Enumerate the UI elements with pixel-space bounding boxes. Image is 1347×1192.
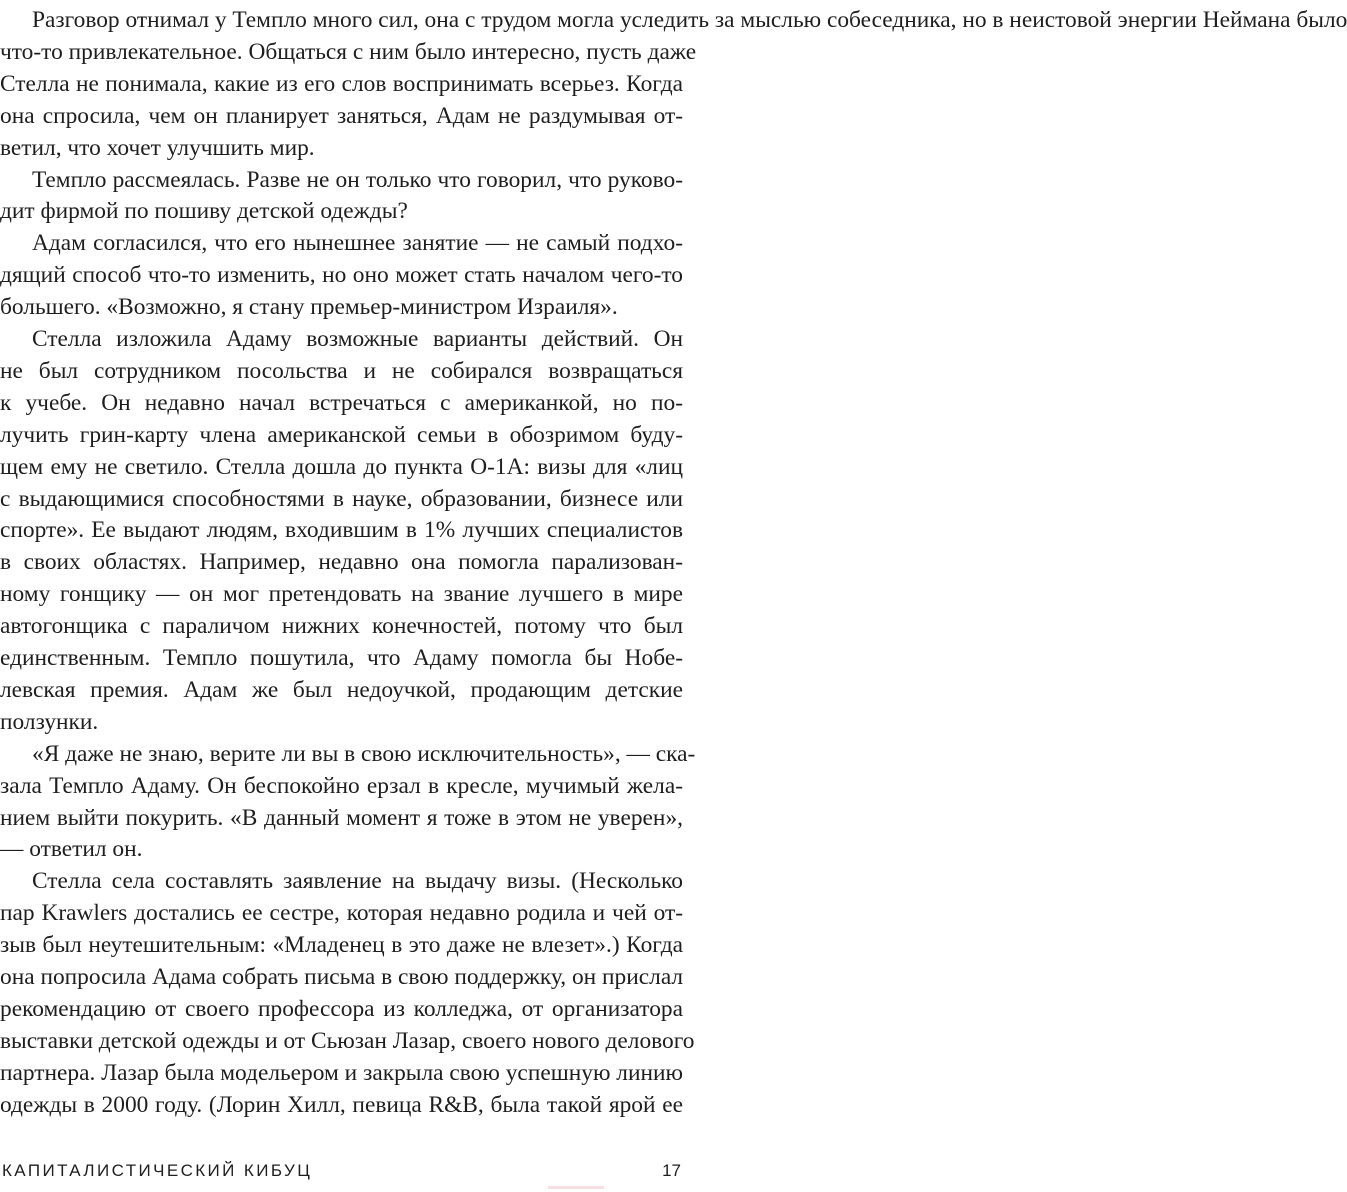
line-text: в своих областях. Например, недавно она помогла парализован-: [0, 549, 683, 576]
line-text: автогонщика с параличом нижних конечностей, потому что был: [0, 613, 683, 640]
text-line: [0, 833, 683, 866]
text-line: [0, 195, 683, 228]
text-line: [0, 993, 683, 1026]
line-text: зыв был неутешительным: «Младенец в это даже не влезет».) Когда: [0, 932, 683, 959]
text-line: [0, 451, 683, 484]
line-text: Адам согласился, что его нынешнее занятие — не самый подхо-: [32, 230, 683, 257]
decorative-mark: [548, 1186, 604, 1189]
line-text: дит фирмой по пошиву детской одежды?: [0, 198, 408, 225]
text-line: [0, 259, 683, 292]
line-text: Разговор отнимал у Темпло много сил, она с трудом могла уследить за мыслью собеседника, но в неистовой энергии Неймана было: [32, 7, 1347, 33]
line-text: лучить грин-карту члена американской семьи в обозримом буду-: [0, 421, 683, 448]
line-text: рекомендацию от своего профессора из колледжа, от организатора: [0, 995, 683, 1022]
text-line: [0, 68, 683, 101]
text-line: [0, 929, 683, 962]
line-text: большего. «Возможно, я стану премьер-министром Израиля».: [0, 294, 618, 321]
text-line: [0, 706, 683, 739]
text-line: [0, 1089, 683, 1122]
text-line: [0, 546, 683, 579]
text-line: [0, 897, 683, 930]
text-line: [0, 738, 696, 771]
text-line: [0, 961, 683, 994]
text-line: [0, 227, 683, 260]
text-line: [0, 323, 683, 356]
line-text: спорте». Ее выдают людям, входившим в 1% лучших специалистов: [0, 517, 683, 544]
line-text: Стелла изложила Адаму возможные варианты действий. Он: [32, 326, 683, 352]
line-text: щем ему не светило. Стелла дошла до пункта О-1А: визы для «лиц: [0, 453, 683, 480]
line-text: к учебе. Он недавно начал встречаться с американкой, но по-: [0, 389, 683, 416]
line-text: единственным. Темпло пошутила, что Адаму помогла бы Нобе-: [0, 645, 683, 671]
line-text: нием выйти покурить. «В данный момент я тоже в этом не уверен»,: [0, 804, 683, 831]
line-text: с выдающимися способностями в науке, образовании, бизнесе или: [0, 485, 683, 512]
text-line: [0, 4, 1347, 37]
text-line: [0, 483, 683, 516]
page-number: 17: [662, 1161, 681, 1180]
text-line: [0, 578, 683, 611]
text-line: [0, 865, 683, 898]
line-text: ному гонщику — он мог претендовать на звание лучшего в мире: [0, 581, 683, 608]
text-line: [0, 674, 683, 707]
text-line: [0, 802, 683, 835]
text-line: [0, 419, 683, 452]
page-footer: [0, 1158, 681, 1184]
text-line: [0, 1025, 695, 1058]
text-line: [0, 1057, 683, 1090]
text-line: [0, 610, 683, 643]
text-line: [0, 387, 683, 420]
text-line: [0, 132, 683, 165]
line-text: Стелла села составлять заявление на выдачу визы. (Несколько: [32, 868, 683, 895]
text-line: [0, 355, 683, 388]
line-text: — ответил он.: [0, 836, 143, 863]
line-text: что-то привлекательное. Общаться с ним было интересно, пусть даже: [0, 38, 697, 65]
line-text: партнера. Лазар была модельером и закрыла свою успешную линию: [0, 1059, 683, 1086]
running-head: КАПИТАЛИСТИЧЕСКИЙ КИБУЦ: [2, 1161, 313, 1180]
text-line: [0, 770, 683, 803]
line-text: дящий способ что-то изменить, но оно может стать началом чего-то: [0, 262, 683, 289]
line-text: одежды в 2000 году. (Лорин Хилл, певица R&B, была такой ярой ее: [0, 1091, 683, 1118]
line-text: Стелла не понимала, какие из его слов воспринимать всерьез. Когда: [0, 70, 683, 97]
text-line: [0, 164, 683, 197]
line-text: ветил, что хочет улучшить мир.: [0, 134, 315, 161]
text-line: [0, 514, 683, 547]
line-text: пар Krawlers достались ее сестре, которая недавно родила и чей от-: [0, 900, 683, 927]
line-text: она попросила Адама собрать письма в свою поддержку, он прислал: [0, 964, 684, 990]
line-text: выставки детской одежды и от Сьюзан Лазар, своего нового делового: [0, 1027, 695, 1054]
text-line: [0, 36, 697, 69]
text-line: [0, 100, 683, 133]
line-text: не был сотрудником посольства и не собирался возвращаться: [0, 357, 683, 384]
line-text: зала Темпло Адаму. Он беспокойно ерзал в кресле, мучимый жела-: [0, 772, 683, 799]
text-line: [0, 291, 683, 324]
line-text: левская премия. Адам же был недоучкой, продающим детские: [0, 676, 683, 703]
line-text: «Я даже не знаю, верите ли вы в свою исключительность», — ска-: [32, 740, 696, 767]
text-line: [0, 642, 683, 675]
line-text: ползунки.: [0, 708, 99, 735]
line-text: Темпло рассмеялась. Разве не он только что говорил, что руково-: [32, 166, 683, 193]
line-text: она спросила, чем он планирует заняться, Адам не раздумывая от-: [0, 102, 683, 129]
